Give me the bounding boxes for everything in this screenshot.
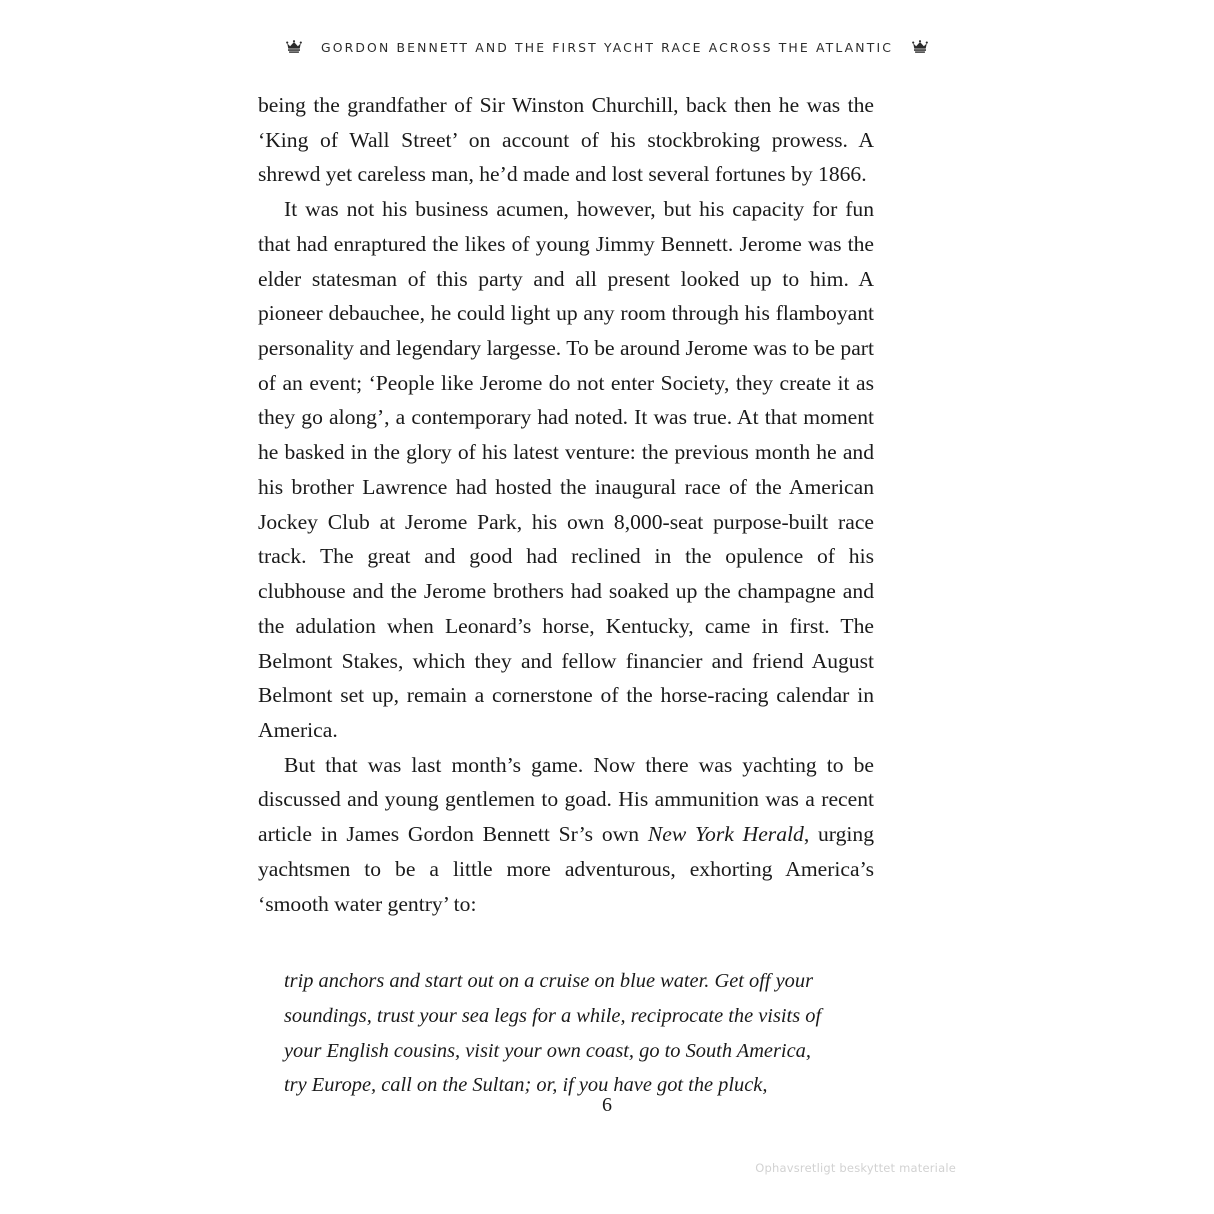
herald-quotation [284, 964, 844, 1103]
page-number: 6 [602, 1094, 612, 1116]
quotation-line: soundings, trust your sea legs for a while, reciprocate the visits of [284, 1004, 822, 1027]
running-header [0, 34, 1214, 60]
text-column [258, 88, 874, 1103]
paragraph-yachting [258, 748, 874, 922]
newspaper-title-italic: New York Herald [647, 822, 804, 847]
quotation-line: try Europe, call on the Sultan; or, if you have got the pluck, [284, 1074, 768, 1097]
quotation-line: your English cousins, visit your own coast, go to South America, [284, 1039, 811, 1062]
paragraph-jerome: It was not his business acumen, however, but his capacity for fun that had enraptured the likes of young Jimmy Bennett. Jerome was the elder statesman of this party and all present looked up to him. A pioneer debauchee, he could light up any room through his flamboyant personality and legendary largesse. To be around Jerome was to be part of an event; ‘People like Jerome do not enter Society, they create it as they go along’, a contemporary had noted. It was true. At that moment he basked in the glory of his latest venture: the previous month he and his brother Lawrence had hosted the inaugural race of the American Jockey Club at Jerome Park, his own 8,000-seat purpose-built race track. The great and good had reclined in the opulence of his clubhouse and the Jerome brothers had soaked up the champagne and the adulation when Leonard’s horse, Kentucky, came in first. The Belmont Stakes, which they and fellow financier and friend August Belmont set up, remain a cornerstone of the horse-racing calendar in America. [258, 197, 874, 742]
quotation-line: trip anchors and start out on a cruise on blue water. Get off your [284, 970, 814, 993]
paragraph-yachting-part1: But that was last month’s game. Now there was yachting to be discussed and young gentlemen to goad. His ammunition was a recent article in James Gordon Bennett Sr’s own [258, 752, 874, 847]
paragraph-yachting-part2: , urging yachtsmen to be a little more adventurous, exhorting America’s ‘smooth water gentry’ to: [258, 822, 874, 916]
crown-ornament-icon [284, 37, 304, 57]
paragraph-churchill: being the grandfather of Sir Winston Churchill, back then he was the ‘King of Wall Street’ on account of his stockbroking prowess. A shrewd yet careless man, he’d made and lost several fortunes by 1866. [258, 93, 874, 187]
quote-spacer [258, 921, 874, 964]
copyright-watermark: Ophavsretligt beskyttet materiale [755, 1161, 956, 1175]
running-header-title: GORDON BENNETT AND THE FIRST YACHT RACE ACROSS THE ATLANTIC [320, 39, 894, 55]
crown-ornament-icon [910, 37, 930, 57]
